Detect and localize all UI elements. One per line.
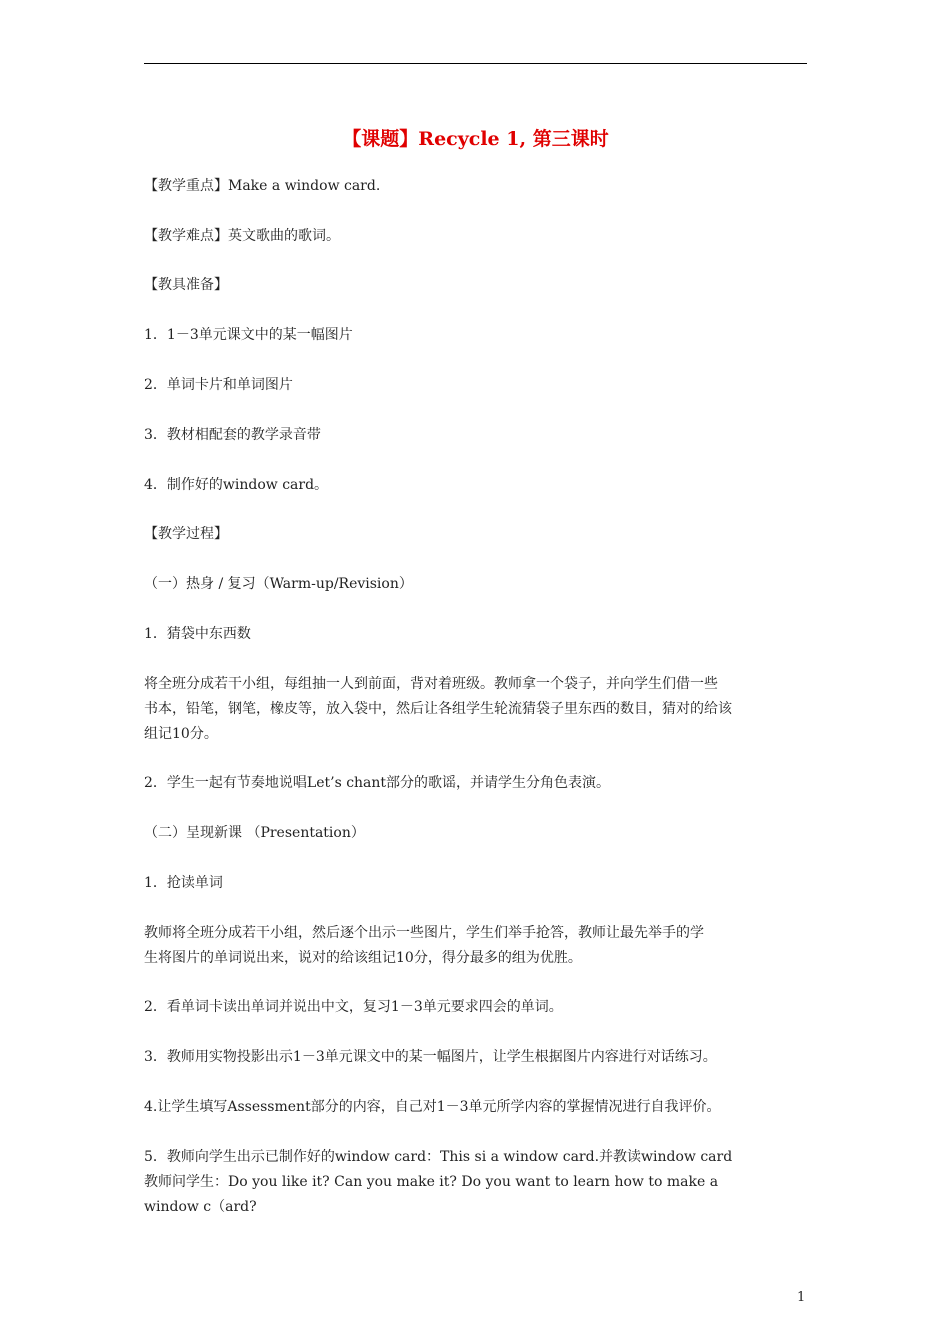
section2-item3: 3．教师用实物投影出示1－3单元课文中的某一幅图片，让学生根据图片内容进行对话练习。 <box>144 1049 717 1065</box>
materials-item: 2．单词卡片和单词图片 <box>144 377 293 393</box>
section2-item5-line: window c（ard? <box>144 1199 257 1215</box>
section1-heading: （一）热身 / 复习（Warm-up/Revision） <box>144 576 413 592</box>
materials-heading: 【教具准备】 <box>144 277 228 293</box>
page-number: 1 <box>797 1290 806 1305</box>
header-rule <box>144 63 807 64</box>
section2-item4: 4.让学生填写Assessment部分的内容，自己对1－3单元所学内容的掌握情况进行自我评价。 <box>144 1099 721 1115</box>
teaching-difficulty: 【教学难点】英文歌曲的歌词。 <box>144 228 340 244</box>
process-heading: 【教学过程】 <box>144 526 228 542</box>
section2-item1-title: 1．抢读单词 <box>144 875 223 891</box>
materials-item: 4．制作好的window card。 <box>144 477 329 493</box>
teaching-key-point: 【教学重点】Make a window card. <box>144 178 381 194</box>
section2-heading: （二）呈现新课 （Presentation） <box>144 825 365 841</box>
section2-item1-text-line: 教师将全班分成若干小组，然后逐个出示一些图片，学生们举手抢答，教师让最先举手的学 <box>144 925 704 941</box>
section1-item1-text-line: 组记10分。 <box>144 726 218 742</box>
section1-item1-text-line: 书本，铅笔，钢笔，橡皮等，放入袋中，然后让各组学生轮流猜袋子里东西的数目，猜对的给该 <box>144 701 732 717</box>
section1-item2: 2．学生一起有节奏地说唱Let’s chant部分的歌谣，并请学生分角色表演。 <box>144 775 611 791</box>
section2-item1-text-line: 生将图片的单词说出来，说对的给该组记10分，得分最多的组为优胜。 <box>144 950 582 966</box>
section1-item1-title: 1．猜袋中东西数 <box>144 626 251 642</box>
section2-item2: 2．看单词卡读出单词并说出中文，复习1－3单元要求四会的单词。 <box>144 999 563 1015</box>
section2-item5-line: 5．教师向学生出示已制作好的window card：This si a window card.并教读window card <box>144 1149 733 1165</box>
materials-item: 3．教材相配套的教学录音带 <box>144 427 321 443</box>
document-title: 【课题】Recycle 1, 第三课时 <box>342 128 609 150</box>
section2-item5-line: 教师问学生：Do you like it? Can you make it? Do you want to learn how to make a <box>144 1174 719 1190</box>
materials-item: 1．1－3单元课文中的某一幅图片 <box>144 327 353 343</box>
section1-item1-text-line: 将全班分成若干小组，每组抽一人到前面，背对着班级。教师拿一个袋子，并向学生们借一些 <box>144 676 718 692</box>
